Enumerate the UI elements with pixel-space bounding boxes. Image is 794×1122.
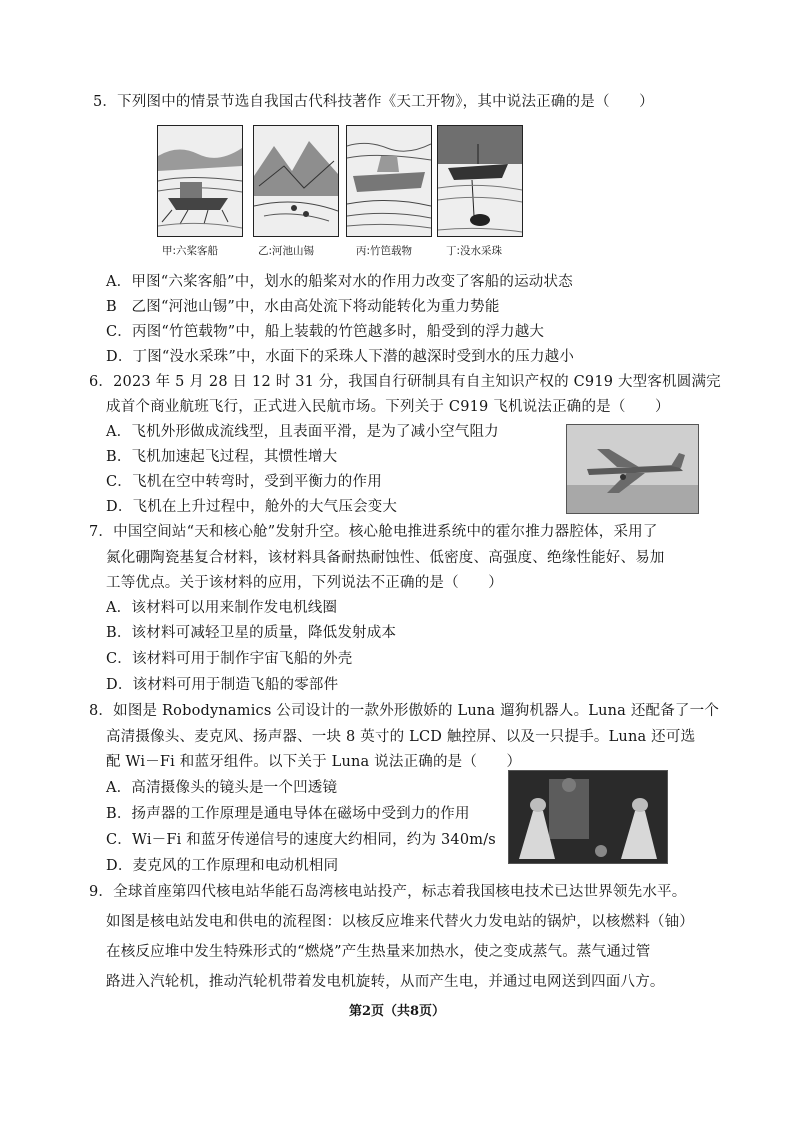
q5-stem: 5．下列图中的情景节选自我国古代科技著作《天工开物》，其中说法正确的是（ ） [93, 94, 654, 110]
figure-ding-pearl-diving [437, 125, 523, 237]
q8-option-a[interactable]: A．高清摄像头的镜头是一个凹透镜 [106, 780, 338, 796]
q6-stem-line1: 6．2023 年 5 月 28 日 12 时 31 分，我国自行研制具有自主知识产权的 C919 大型客机圆满完 [89, 374, 721, 390]
figure-bing-bamboo-raft [346, 125, 432, 237]
q7-stem-line3: 工等优点。关于该材料的应用，下列说法不正确的是（ ） [106, 575, 503, 591]
q8-stem-line3: 配 Wi－Fi 和蓝牙组件。以下关于 Luna 说法正确的是（ ） [106, 754, 522, 770]
q7-option-c[interactable]: C．该材料可用于制作宇宙飞船的外壳 [106, 651, 353, 667]
luna-robot-photo [508, 770, 668, 864]
q9-stem-line1: 9．全球首座第四代核电站华能石岛湾核电站投产，标志着我国核电技术已达世界领先水平。 [89, 884, 687, 900]
q7-stem-line1: 7．中国空间站“天和核心舱”发射升空。核心舱电推进系统中的霍尔推力器腔体，采用了 [89, 524, 658, 540]
figure-yi-river-tin [253, 125, 339, 237]
page-footer: 第2页（共8页） [348, 1004, 446, 1019]
q9-stem-line2: 如图是核电站发电和供电的流程图：以核反应堆来代替火力发电站的锅炉，以核燃料（铀） [106, 914, 694, 930]
caption-yi: 乙:河池山锡 [258, 245, 315, 257]
caption-jia: 甲:六桨客船 [162, 245, 219, 257]
q6-stem-line2: 成首个商业航班飞行，正式进入民航市场。下列关于 C919 飞机说法正确的是（ ） [106, 399, 670, 415]
q7-option-b[interactable]: B．该材料可减轻卫星的质量，降低发射成本 [106, 625, 397, 641]
q6-option-d[interactable]: D．飞机在上升过程中，舱外的大气压会变大 [106, 499, 398, 515]
q6-option-c[interactable]: C．飞机在空中转弯时，受到平衡力的作用 [106, 474, 382, 490]
q7-option-a[interactable]: A．该材料可以用来制作发电机线圈 [106, 600, 338, 616]
q8-stem-line1: 8．如图是 Robodynamics 公司设计的一款外形傲娇的 Luna 遛狗机器人。Luna 还配备了一个 [89, 703, 720, 719]
q9-stem-line4: 路进入汽轮机，推动汽轮机带着发电机旋转，从而产生电，并通过电网送到四面八方。 [106, 974, 665, 990]
q8-option-d[interactable]: D．麦克风的工作原理和电动机相同 [106, 858, 339, 874]
q5-option-a[interactable]: A．甲图“六桨客船”中，划水的船桨对水的作用力改变了客船的运动状态 [106, 274, 573, 290]
q7-option-d[interactable]: D．该材料可用于制造飞船的零部件 [106, 677, 339, 693]
q5-option-b[interactable]: B 乙图“河池山锡”中，水由高处流下将动能转化为重力势能 [106, 299, 500, 315]
q5-option-c[interactable]: C．丙图“竹笆载物”中，船上装载的竹笆越多时，船受到的浮力越大 [106, 324, 545, 340]
q7-stem-line2: 氮化硼陶瓷基复合材料，该材料具备耐热耐蚀性、低密度、高强度、绝缘性能好、易加 [106, 550, 665, 566]
q8-option-c[interactable]: C．Wi－Fi 和蓝牙传递信号的速度大约相同，约为 340m/s [106, 832, 496, 848]
q6-option-b[interactable]: B．飞机加速起飞过程，其惯性增大 [106, 449, 338, 465]
caption-bing: 丙:竹笆载物 [356, 245, 413, 257]
q9-stem-line3: 在核反应堆中发生特殊形式的“燃烧”产生热量来加热水，使之变成蒸气。蒸气通过管 [106, 944, 651, 960]
caption-ding: 丁:没水采珠 [446, 245, 503, 257]
q6-option-a[interactable]: A．飞机外形做成流线型，且表面平滑，是为了减小空气阻力 [106, 424, 499, 440]
q8-option-b[interactable]: B．扬声器的工作原理是通电导体在磁场中受到力的作用 [106, 806, 470, 822]
c919-airplane-photo [566, 424, 699, 514]
q8-stem-line2: 高清摄像头、麦克风、扬声器、一块 8 英寸的 LCD 触控屏、以及一只提手。Luna 还可选 [106, 729, 696, 745]
figure-jia-six-oar-boat [157, 125, 243, 237]
q5-option-d[interactable]: D．丁图“没水采珠”中，水面下的采珠人下潜的越深时受到水的压力越小 [106, 349, 575, 365]
